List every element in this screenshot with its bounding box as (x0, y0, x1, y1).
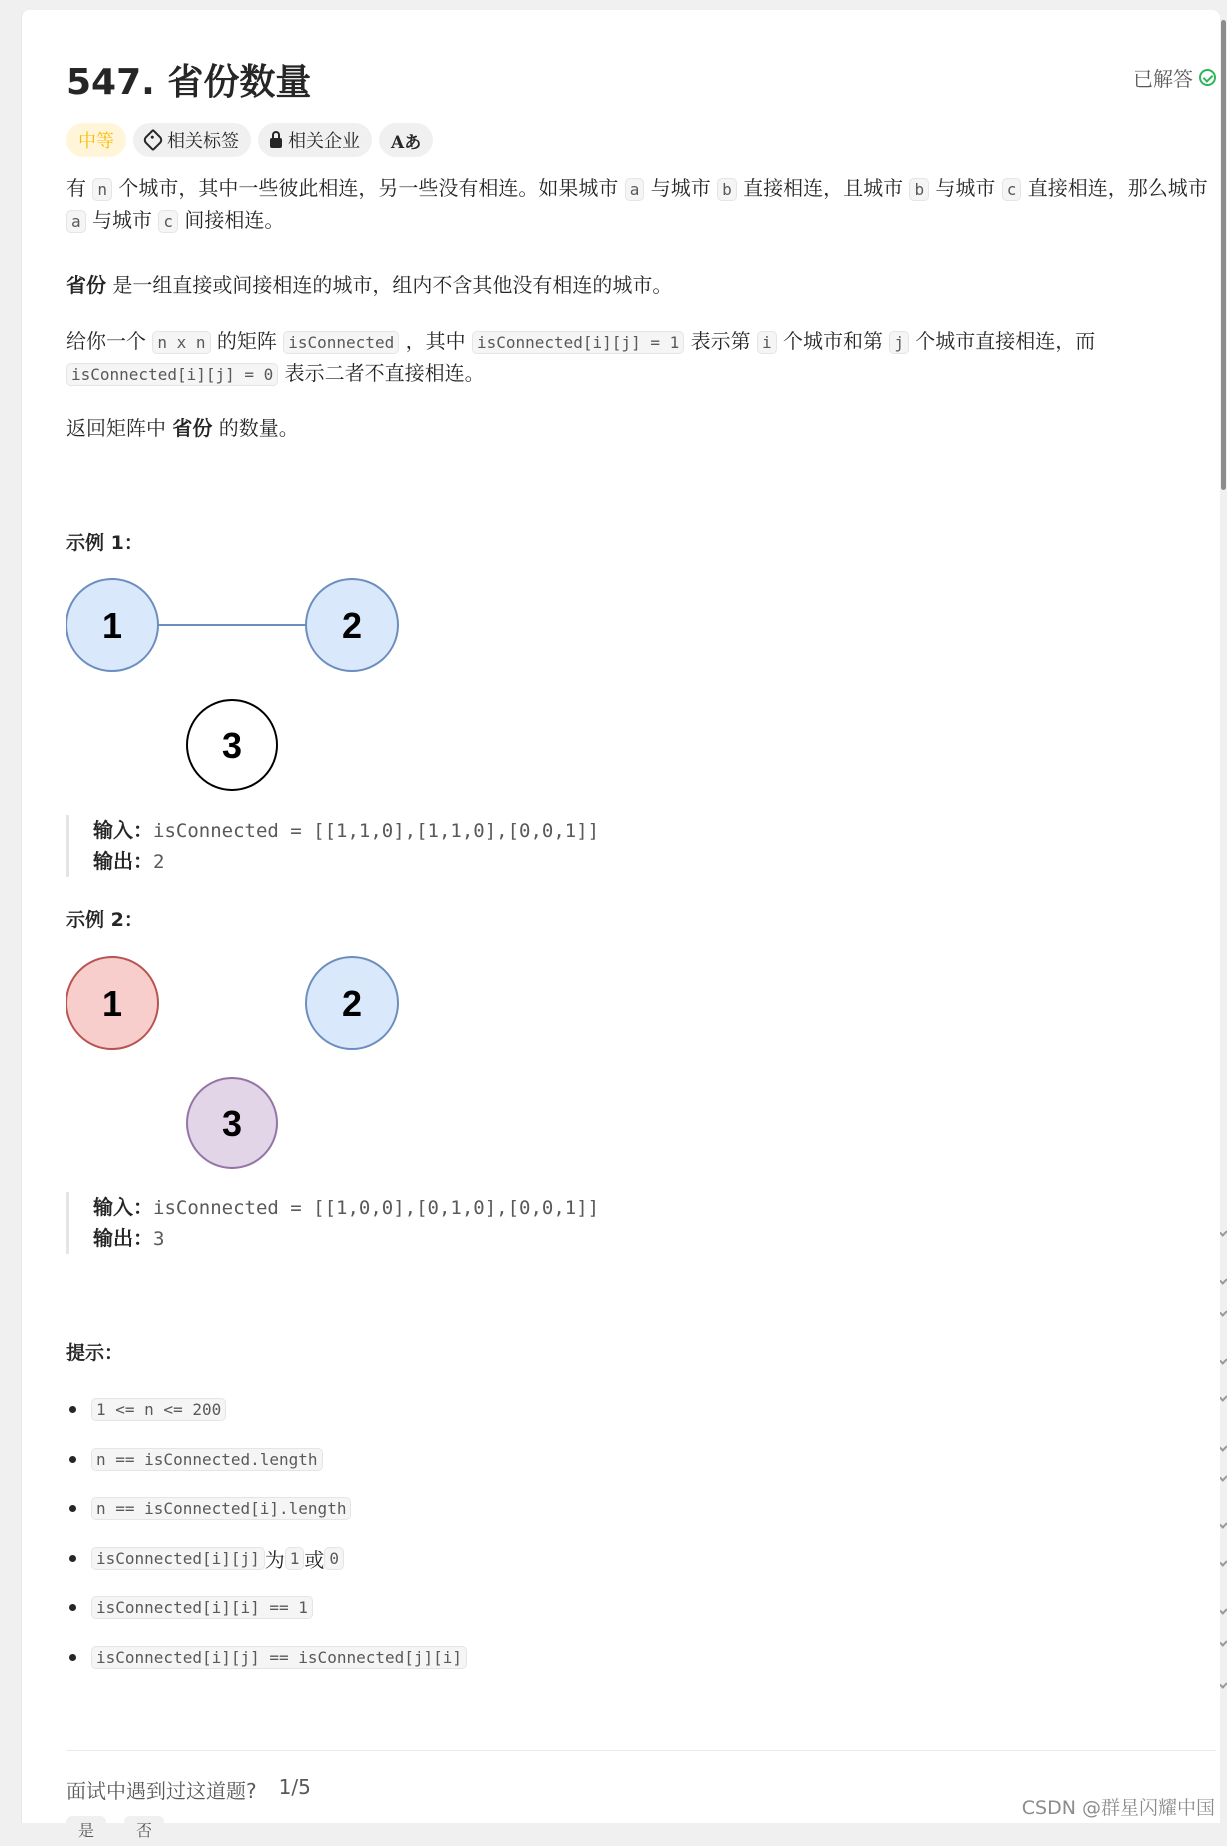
graph-node-3-label: 3 (221, 725, 243, 766)
example-2-output-label: 输出： (93, 1226, 153, 1250)
lock-icon (270, 138, 282, 148)
hints-heading: 提示： (66, 1342, 124, 1364)
example-2-input-value: isConnected = [[1,0,0],[0,1,0],[0,0,1]] (153, 1197, 600, 1219)
example-1-block (66, 815, 599, 877)
scrollbar-thumb[interactable] (1221, 20, 1226, 490)
divider (66, 1750, 1216, 1751)
example-1-input-label: 输入： (93, 818, 153, 842)
related-companies-label: 相关企业 (288, 131, 360, 152)
watermark: CSDN @群星闪耀中国 (1021, 1797, 1215, 1819)
list-item: n == isConnected[i].length (66, 1484, 467, 1534)
example-2-block (66, 1192, 599, 1254)
example-2-graph (66, 948, 416, 1178)
example-1-graph (66, 570, 416, 800)
example-2-heading: 示例 2： (66, 909, 143, 931)
solved-label: 已解答 (1133, 67, 1193, 91)
example-2-input-label: 输入： (93, 1195, 153, 1219)
difficulty-label: 中等 (78, 131, 114, 152)
tag-icon (142, 129, 165, 152)
difficulty-badge (66, 123, 126, 157)
graph-node-2-label: 2 (341, 605, 363, 646)
example-1-input-value: isConnected = [[1,1,0],[1,1,0],[0,0,1]] (153, 820, 600, 842)
solved-status (1133, 63, 1216, 92)
yes-button[interactable]: 是 (66, 1816, 106, 1846)
gutter-marks (1219, 1230, 1227, 1690)
description-paragraph-2: 省份 是一组直接或间接相连的城市，组内不含其他没有相连的城市。 (66, 273, 673, 297)
description-paragraph-4: 返回矩阵中 省份 的数量。 (66, 416, 299, 440)
related-companies-button[interactable] (258, 123, 372, 157)
list-item: isConnected[i][j] == isConnected[j][i] (66, 1633, 467, 1683)
interview-buttons (66, 1816, 164, 1846)
list-item: n == isConnected.length (66, 1435, 467, 1485)
translate-icon: Aあ (391, 132, 422, 153)
hints-list (66, 1385, 467, 1682)
list-item: isConnected[i][i] == 1 (66, 1583, 467, 1633)
interview-count: 1/5 (278, 1775, 311, 1799)
graph-node-1-label: 1 (101, 983, 123, 1024)
problem-panel (21, 10, 1220, 1840)
problem-title: 547. 省份数量 (66, 62, 312, 103)
translate-button[interactable] (379, 123, 433, 157)
tag-bar (66, 123, 433, 157)
example-1-output-label: 输出： (93, 849, 153, 873)
graph-node-1-label: 1 (101, 605, 123, 646)
related-tags-button[interactable] (133, 123, 251, 157)
graph-node-2-label: 2 (341, 983, 363, 1024)
example-2-output-value: 3 (153, 1228, 165, 1250)
description-paragraph-1: 有 n 个城市，其中一些彼此相连，另一些没有相连。如果城市 a 与城市 b 直接相连，且城市 b 与城市 c 直接相连，那么城市 a 与城市 c 间接相连。 (66, 176, 1208, 232)
example-1-heading: 示例 1： (66, 532, 143, 554)
no-button[interactable]: 否 (124, 1816, 164, 1846)
example-1-output-value: 2 (153, 851, 165, 873)
interview-question (66, 1775, 311, 1804)
list-item: isConnected[i][j] 为 1 或 0 (66, 1534, 467, 1584)
graph-node-3-label: 3 (221, 1103, 243, 1144)
description-paragraph-3: 给你一个 n x n 的矩阵 isConnected ，其中 isConnected[i][j] = 1 表示第 i 个城市和第 j 个城市直接相连，而 isConnected[i][j] = 0 表示二者不直接相连。 (66, 329, 1096, 385)
check-circle-icon (1199, 69, 1216, 86)
interview-question-label: 面试中遇到过这道题? (66, 1779, 257, 1803)
list-item: 1 <= n <= 200 (66, 1385, 467, 1435)
related-tags-label: 相关标签 (167, 131, 239, 152)
